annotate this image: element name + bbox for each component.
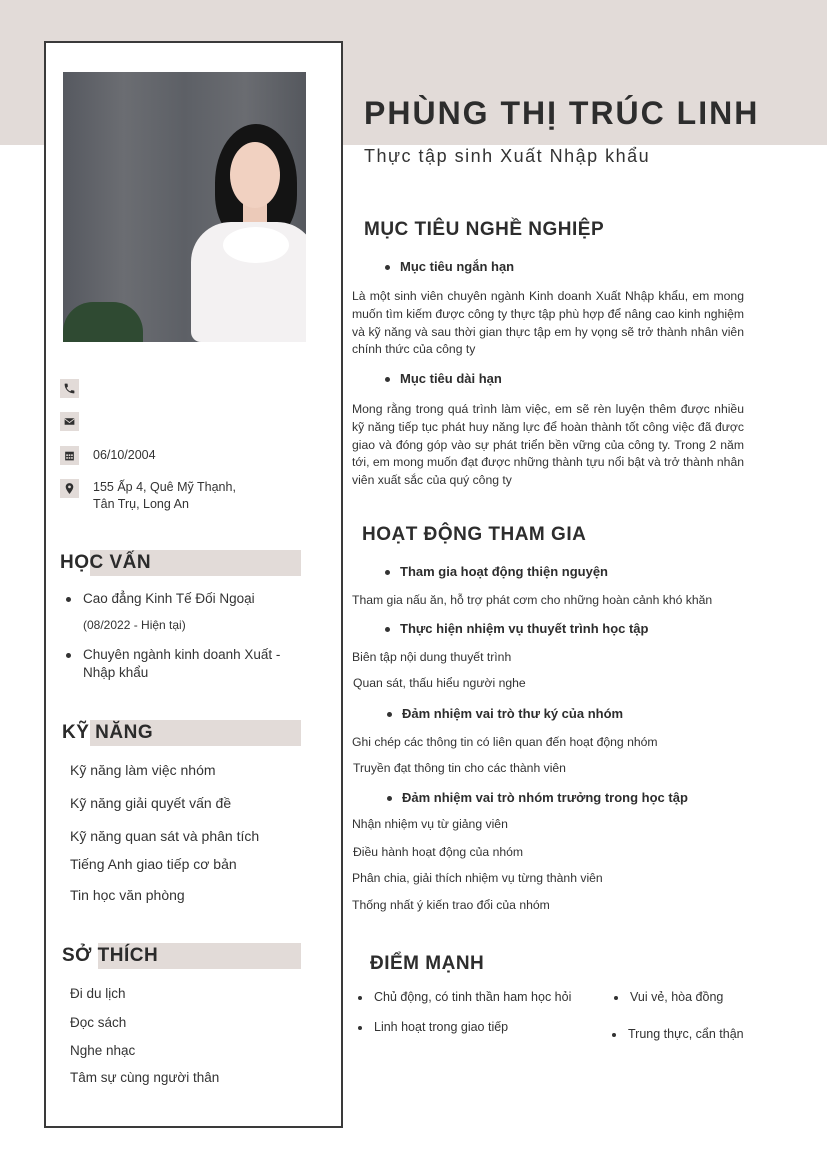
- skill-item: Kỹ năng làm việc nhóm: [70, 762, 216, 778]
- activity-line: Điều hành hoạt động của nhóm: [353, 845, 524, 859]
- activity-line: Nhận nhiệm vụ từ giảng viên: [352, 817, 508, 831]
- activity-line: Ghi chép các thông tin có liên quan đến hoạt động nhóm: [352, 735, 658, 749]
- hobby-item: Nghe nhạc: [70, 1043, 136, 1058]
- profile-photo: [63, 72, 306, 342]
- hobby-item: Đọc sách: [70, 1015, 127, 1030]
- objective-heading: MỤC TIÊU NGHỀ NGHIỆP: [364, 219, 605, 240]
- address-line1: 155 Ấp 4, Quê Mỹ Thạnh,: [93, 480, 236, 494]
- activity-line: Biên tập nội dung thuyết trình: [352, 650, 512, 664]
- strengths-heading: ĐIỂM MẠNH: [370, 953, 485, 974]
- skill-item: Kỹ năng quan sát và phân tích: [70, 828, 260, 844]
- activities-heading: HOẠT ĐỘNG THAM GIA: [362, 524, 587, 545]
- skill-item: Tiếng Anh giao tiếp cơ bản: [70, 856, 237, 872]
- hobbies-heading: SỞ THÍCH: [60, 943, 301, 969]
- candidate-title: Thực tập sinh Xuất Nhập khẩu: [364, 146, 651, 166]
- skill-item: Kỹ năng giải quyết vấn đề: [70, 795, 232, 811]
- email-icon: [60, 412, 79, 431]
- education-heading: HỌC VẤN: [60, 550, 301, 576]
- skills-heading: KỸ NĂNG: [60, 720, 301, 746]
- activity-line: Quan sát, thấu hiểu người nghe: [353, 676, 526, 690]
- birthday-text: 06/10/2004: [93, 448, 156, 462]
- activity-line: Tham gia nấu ăn, hỗ trợ phát cơm cho những hoàn cảnh khó khăn: [352, 593, 713, 607]
- activity-line: Thống nhất ý kiến trao đổi của nhóm: [352, 898, 550, 912]
- activity-line: Truyền đạt thông tin cho các thành viên: [353, 761, 566, 775]
- phone-icon: [60, 379, 79, 398]
- address-line2: Tân Trụ, Long An: [93, 497, 189, 511]
- hobby-item: Đi du lịch: [70, 986, 126, 1001]
- hobby-item: Tâm sự cùng người thân: [70, 1070, 220, 1085]
- location-icon: [60, 479, 79, 498]
- calendar-icon: [60, 446, 79, 465]
- candidate-name: PHÙNG THỊ TRÚC LINH: [364, 95, 760, 131]
- short-term-text: Là một sinh viên chuyên ngành Kinh doanh Xuất Nhập khẩu, em mong muốn tìm kiếm được công ty thực tập phù hợp để nâng cao kinh nghiệm và kỹ năng và sau thời gian thực tập em hy vọng sẽ trở thành nhân viên chính thức của công ty: [352, 289, 744, 357]
- long-term-text: Mong rằng trong quá trình làm việc, em sẽ rèn luyện thêm được nhiều kỹ năng tiếp tục phát huy năng lực để hoàn thành tốt công việc đã được giao và đóng góp vào sự phát triển bền vững của công ty. Trong 2 năm tới, em mong muốn đạt được những thành tựu nổi bật và trở thành nhân viên xuất sắc của quý công ty: [352, 402, 744, 488]
- skill-item: Tin học văn phòng: [70, 887, 185, 903]
- activity-line: Phân chia, giải thích nhiệm vụ từng thành viên: [352, 871, 603, 885]
